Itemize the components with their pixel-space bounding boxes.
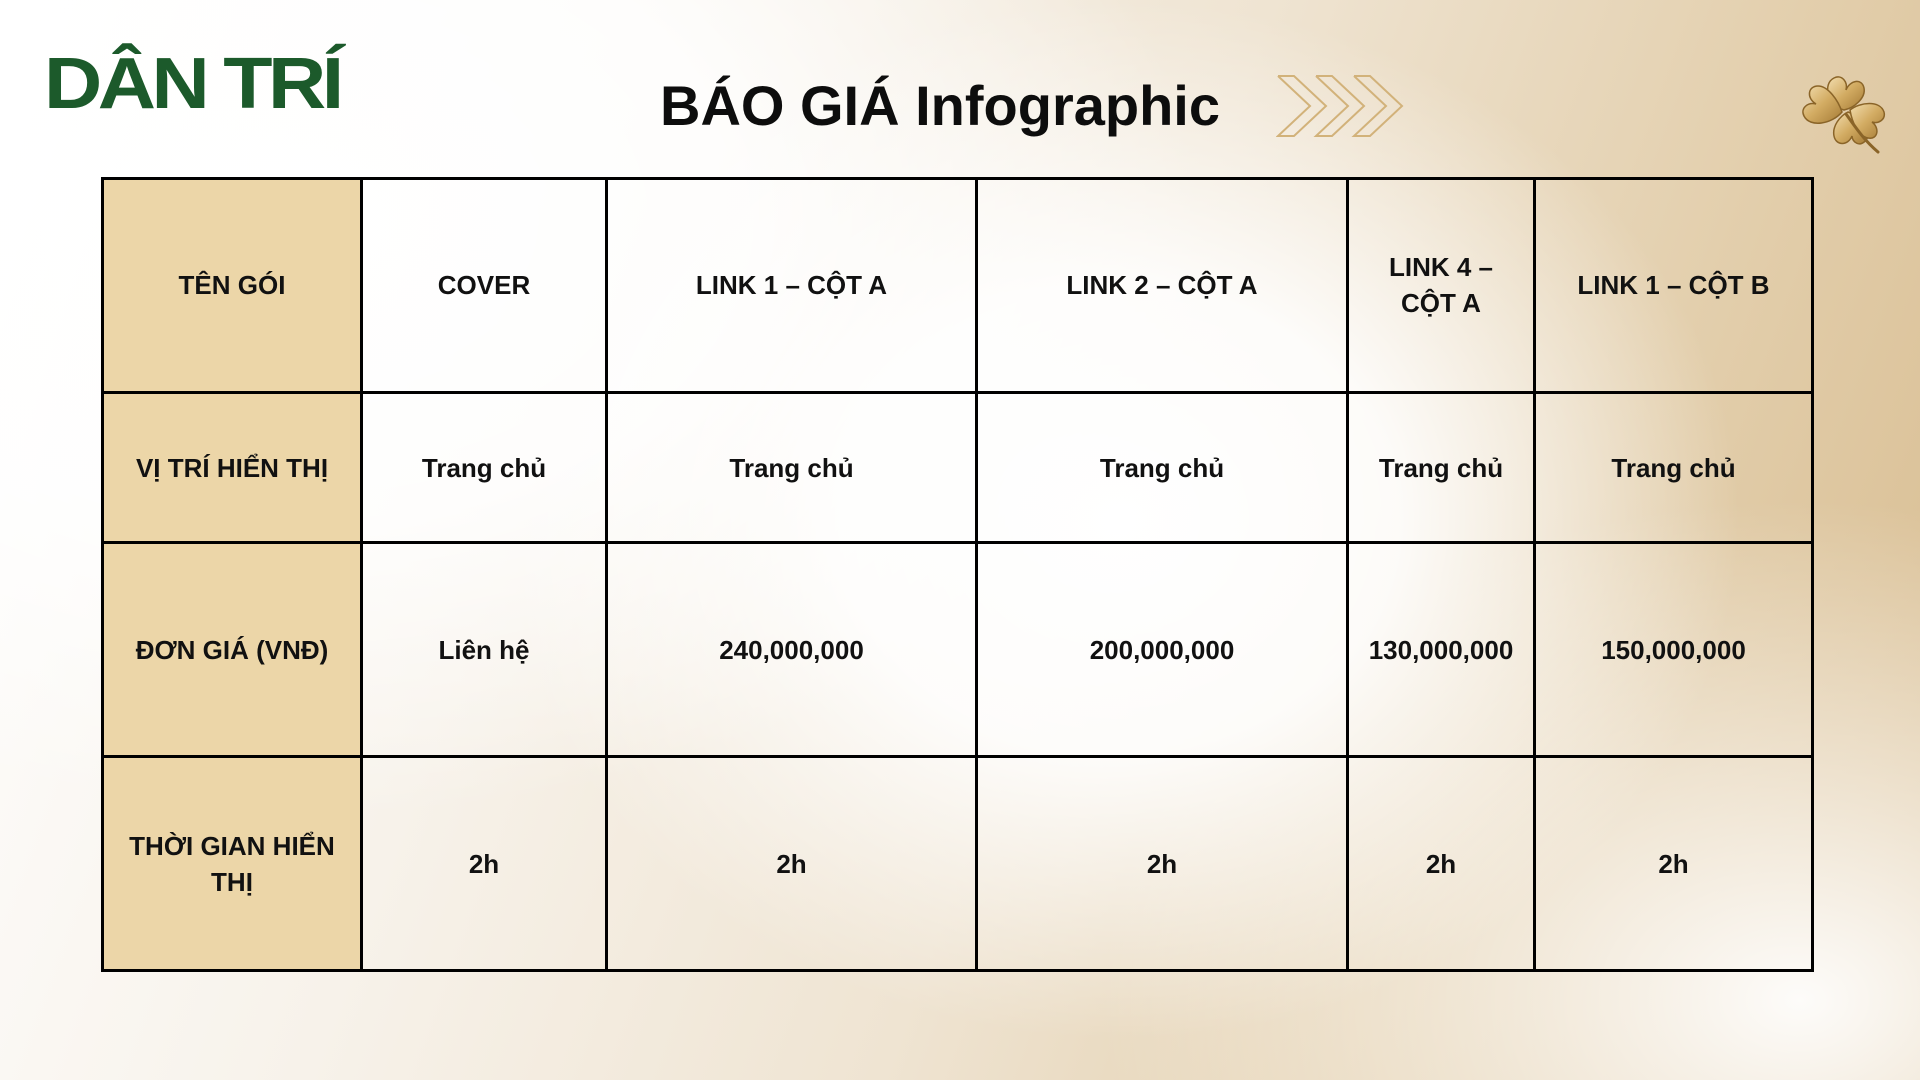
column-header-link2-cot-a: LINK 2 – CỘT A (977, 179, 1348, 393)
column-header-link1-cot-b: LINK 1 – CỘT B (1535, 179, 1813, 393)
display-time-label: THỜI GIAN HIỂN THỊ (103, 757, 362, 971)
table-header-row (103, 179, 1813, 393)
table-cell: Trang chủ (977, 392, 1348, 543)
table-cell: Liên hệ (362, 543, 607, 757)
table-cell: Trang chủ (1348, 392, 1535, 543)
table-cell: Trang chủ (607, 392, 977, 543)
column-header-cover: COVER (362, 179, 607, 393)
table-cell: 2h (362, 757, 607, 971)
table-cell: 2h (1348, 757, 1535, 971)
table-cell: 2h (1535, 757, 1813, 971)
price-table (101, 177, 1814, 972)
table-cell: Trang chủ (362, 392, 607, 543)
page-title: BÁO GIÁ Infographic (660, 74, 1220, 137)
table-row-price (103, 543, 1813, 757)
dantri-logo: DÂN TRÍ (44, 44, 340, 124)
table-cell: 2h (607, 757, 977, 971)
table-row-position (103, 392, 1813, 543)
column-header-link4-cot-a: LINK 4 – CỘT A (1348, 179, 1535, 393)
chevrons-right-icon (1276, 72, 1406, 140)
table-cell: 200,000,000 (977, 543, 1348, 757)
table-cell: 2h (977, 757, 1348, 971)
title-area (0, 72, 1920, 140)
clover-icon (1798, 70, 1894, 156)
column-header-link1-cot-a: LINK 1 – CỘT A (607, 179, 977, 393)
table-cell: 150,000,000 (1535, 543, 1813, 757)
table-row-duration (103, 757, 1813, 971)
package-name-label: TÊN GÓI (103, 179, 362, 393)
position-label: VỊ TRÍ HIỂN THỊ (103, 392, 362, 543)
table-cell: Trang chủ (1535, 392, 1813, 543)
table-cell: 130,000,000 (1348, 543, 1535, 757)
unit-price-label: ĐƠN GIÁ (VNĐ) (103, 543, 362, 757)
table-cell: 240,000,000 (607, 543, 977, 757)
